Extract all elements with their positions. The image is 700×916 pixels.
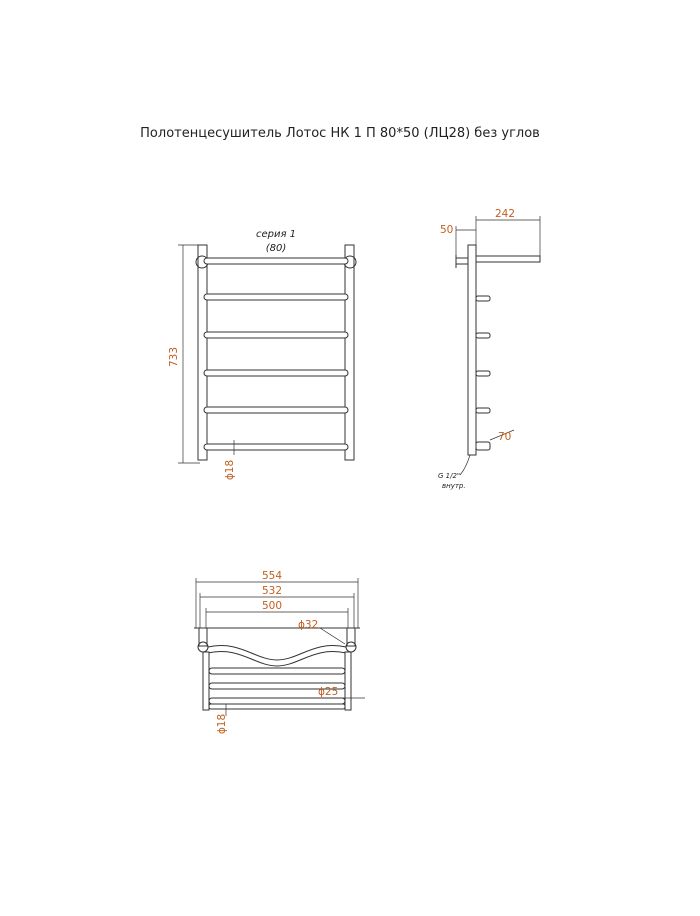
side-view <box>438 208 540 490</box>
right-upright <box>345 245 354 460</box>
drawing-title: Полотенцесушитель Лотос НК 1 П 80*50 (ЛЦ28) без углов <box>140 126 540 141</box>
thread-note: внутр. <box>442 482 466 490</box>
series-value: (80) <box>265 243 287 254</box>
series-label: серия 1 <box>255 229 297 240</box>
side-dim-242: 242 <box>495 208 516 220</box>
top-dim-25: ϕ25 <box>318 686 339 698</box>
thread-label: G 1/2" <box>438 472 461 480</box>
top-dim-554: 554 <box>261 570 283 582</box>
rung <box>204 407 348 413</box>
rung <box>204 294 348 300</box>
top-dim-18: ϕ18 <box>216 713 228 735</box>
rung <box>204 370 348 376</box>
side-upright <box>468 245 476 455</box>
top-rail <box>204 258 348 264</box>
rung <box>204 332 348 338</box>
front-view <box>168 229 356 480</box>
rung <box>204 444 348 450</box>
tube-diameter: ϕ18 <box>224 459 236 481</box>
top-dim-32: ϕ32 <box>298 619 319 631</box>
side-dim-70: 70 <box>498 431 512 443</box>
top-dim-500: 500 <box>261 600 283 612</box>
left-upright <box>198 245 207 460</box>
height-dimension: 733 <box>168 346 180 368</box>
top-dim-532: 532 <box>261 585 283 597</box>
side-dim-50: 50 <box>440 224 454 236</box>
side-top-shelf <box>476 256 540 262</box>
curved-top-rail <box>208 646 346 660</box>
top-view <box>194 570 365 734</box>
